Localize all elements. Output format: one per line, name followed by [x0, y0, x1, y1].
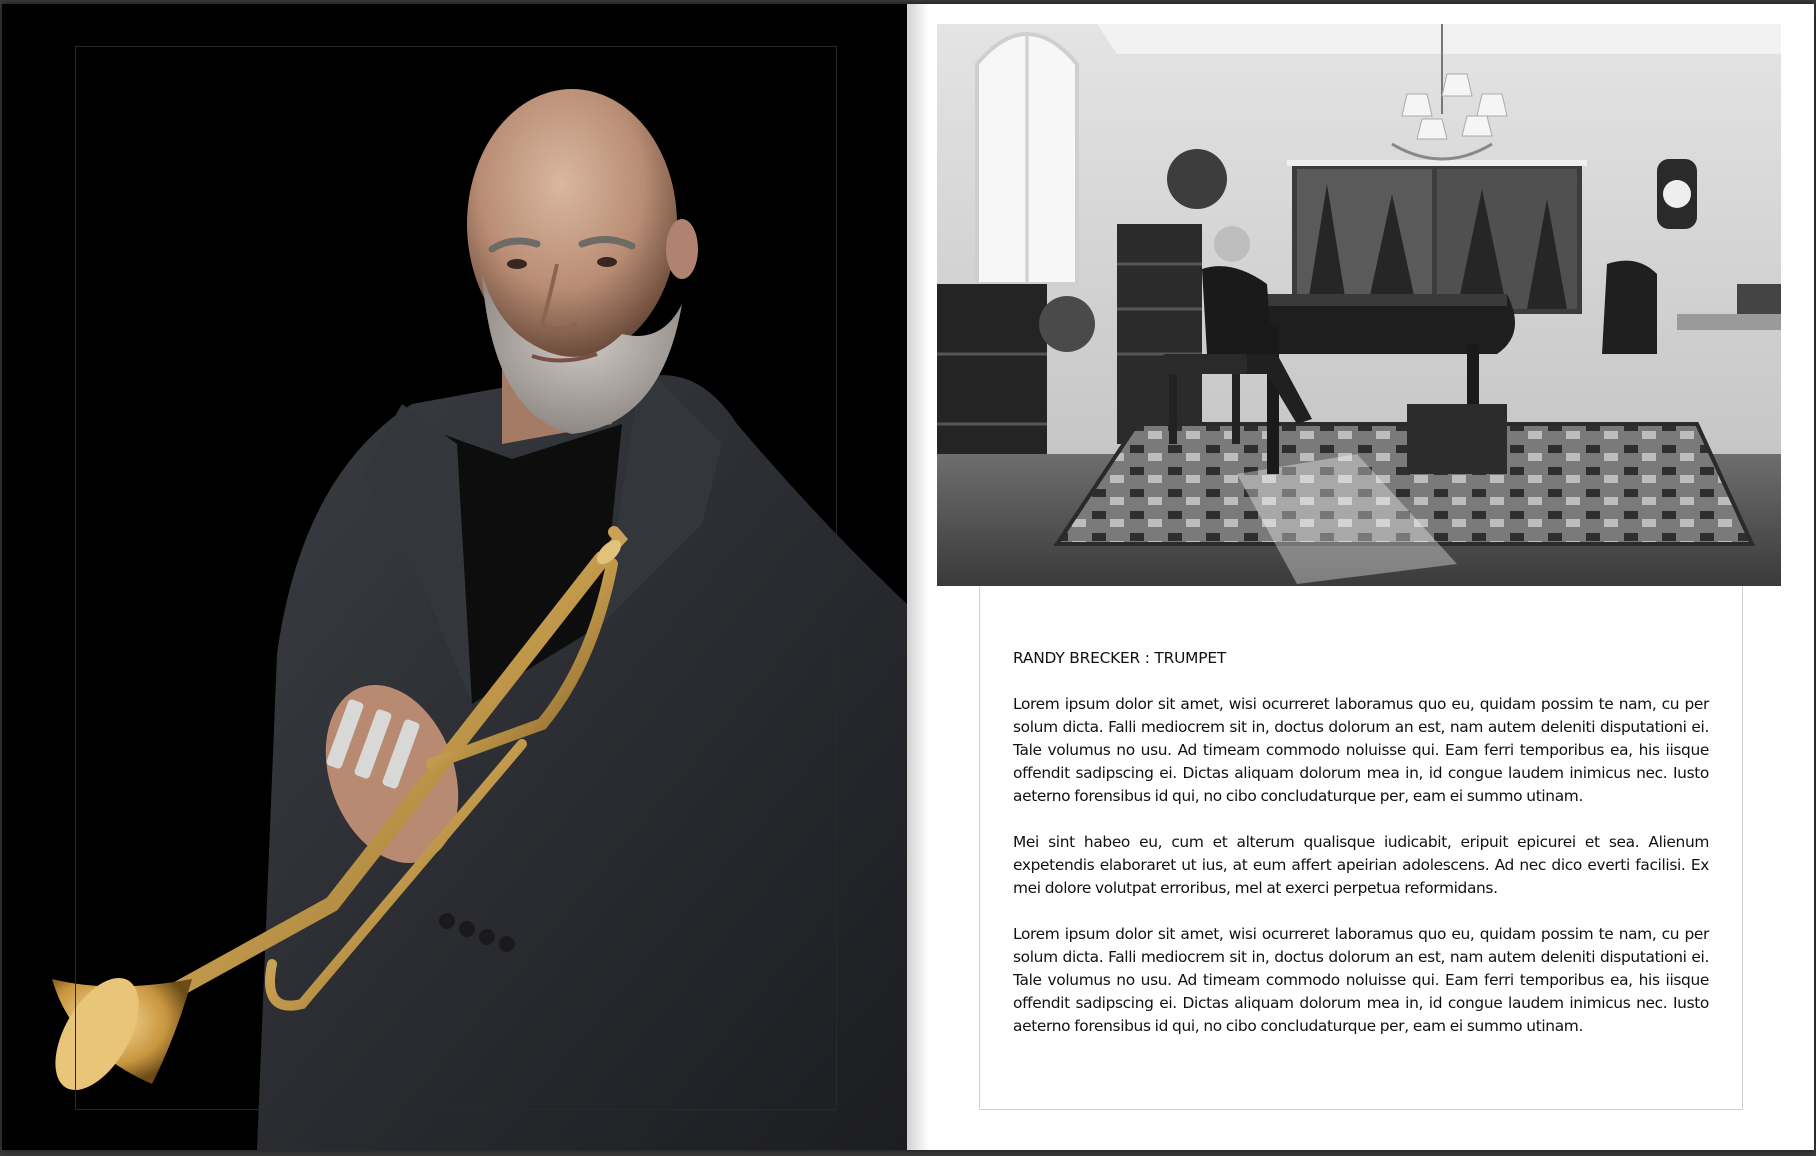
gutter-shadow	[907, 4, 929, 1150]
article-heading: RANDY BRECKER : TRUMPET	[1013, 649, 1227, 667]
article-text	[1013, 647, 1709, 1061]
right-page	[907, 4, 1814, 1150]
left-page	[2, 4, 907, 1150]
article-paragraph-1: Lorem ipsum dolor sit amet, wisi ocurreret laboramus quo eu, quidam possim te nam, cu per solum dicta. Falli mediocrem sit in, doctus dolorum an est, nam autem deleniti disputationi ei. Tale volumus no usu. Ad timeam commodo noluisse qui. Eam ferri temporibus ea, his iisque offendit sadipscing ei. Dictas aliquam dolorum mea in, id congue laudem inimicus nec. Iusto aeterno forensibus id qui, no cibo concludaturque per, eam ei summo utinam.	[1013, 695, 1709, 805]
piano-room-photo-icon	[937, 24, 1781, 586]
room-photo	[937, 24, 1781, 586]
article-paragraph-3: Lorem ipsum dolor sit amet, wisi ocurreret laboramus quo eu, quidam possim te nam, cu per solum dicta. Falli mediocrem sit in, doctus dolorum an est, nam autem deleniti disputationi ei. Tale volumus no usu. Ad timeam commodo noluisse qui. Eam ferri temporibus ea, his iisque offendit sadipscing ei. Dictas aliquam dolorum mea in, id congue laudem inimicus nec. Iusto aeterno forensibus id qui, no cibo concludaturque per, eam ei summo utinam.	[1013, 925, 1709, 1035]
left-margin-guide	[75, 46, 837, 1110]
article-paragraph-2: Mei sint habeo eu, cum et alterum qualisque iudicabit, eripuit epicurei et sea. Alienum expetendis elaboraret ut ius, at eum affert apeirian adolescens. Ad nec dico everti facilisi. Ex mei dolore volutpat erroribus, mel at exerci perpetua reformidans.	[1013, 833, 1709, 897]
magazine-spread	[2, 4, 1814, 1150]
